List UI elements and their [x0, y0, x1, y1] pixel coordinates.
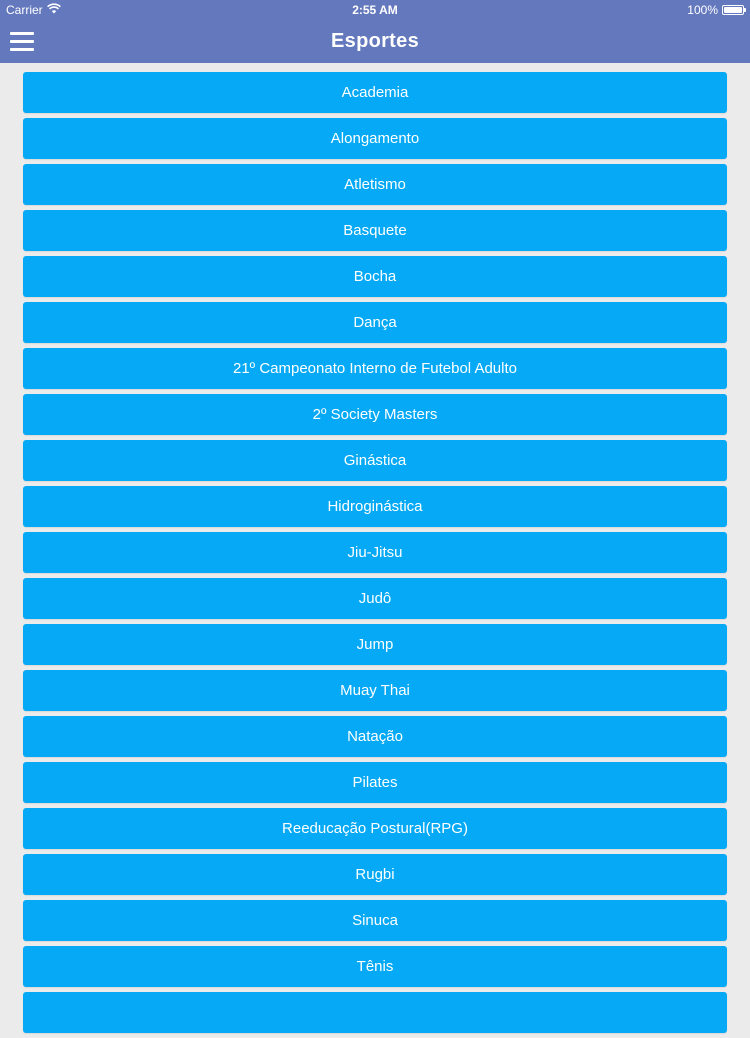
sport-list-item[interactable]: Jiu-Jitsu [23, 532, 727, 573]
sport-list-item[interactable]: Judô [23, 578, 727, 619]
page-title: Esportes [331, 30, 419, 52]
status-right [687, 0, 744, 20]
nav-bar [0, 20, 750, 63]
app-header [0, 0, 750, 63]
sport-list-item[interactable]: Rugbi [23, 854, 727, 895]
sport-list-item[interactable] [23, 992, 727, 1033]
carrier-label: Carrier [6, 3, 43, 17]
sport-list-item[interactable]: Natação [23, 716, 727, 757]
battery-percent: 100% [687, 3, 718, 17]
sport-list-item[interactable]: Pilates [23, 762, 727, 803]
sport-list-item[interactable]: Muay Thai [23, 670, 727, 711]
battery-fill [724, 7, 742, 13]
sport-list-item[interactable]: 21º Campeonato Interno de Futebol Adulto [23, 348, 727, 389]
sport-list-item[interactable]: Hidroginástica [23, 486, 727, 527]
status-bar [0, 0, 750, 20]
sport-list-item[interactable]: Dança [23, 302, 727, 343]
status-time: 2:55 AM [352, 3, 398, 17]
sport-list-item[interactable]: 2º Society Masters [23, 394, 727, 435]
sport-list-item[interactable]: Bocha [23, 256, 727, 297]
sport-list-item[interactable]: Atletismo [23, 164, 727, 205]
sport-list-item[interactable]: Reeducação Postural(RPG) [23, 808, 727, 849]
battery-icon [722, 5, 744, 15]
sport-list-item[interactable]: Ginástica [23, 440, 727, 481]
sport-list-item[interactable]: Tênis [23, 946, 727, 987]
sport-list-item[interactable]: Basquete [23, 210, 727, 251]
sport-list-item[interactable]: Sinuca [23, 900, 727, 941]
sport-list-item[interactable]: Jump [23, 624, 727, 665]
sport-list-item[interactable]: Academia [23, 72, 727, 113]
sports-list [23, 72, 727, 1038]
sport-list-item[interactable]: Alongamento [23, 118, 727, 159]
